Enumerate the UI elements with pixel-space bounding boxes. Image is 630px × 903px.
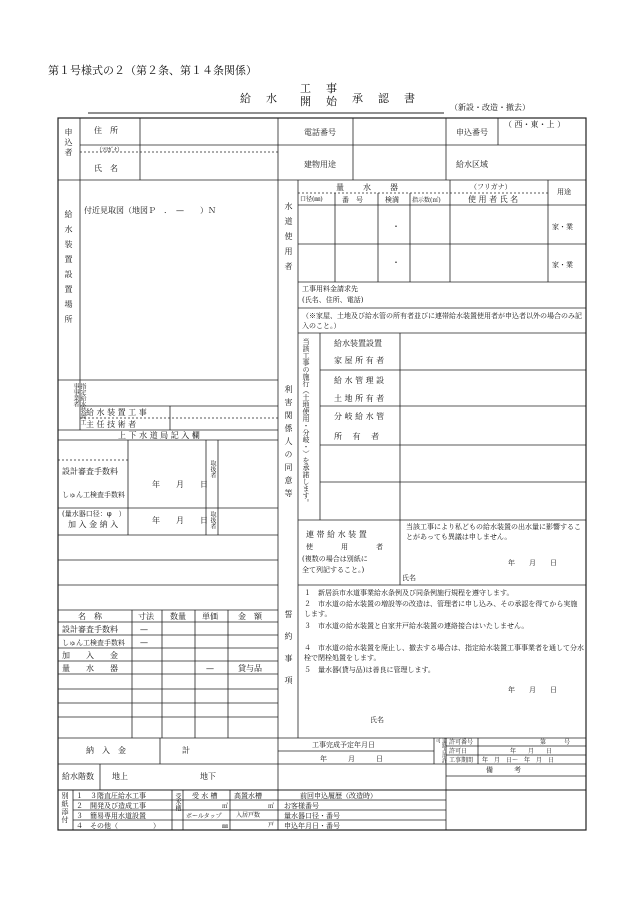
above-ground-label: 地上 [112, 772, 128, 781]
application-date-label: 申込年月日・番号 [284, 822, 340, 830]
district-choice: （ 西・東・上 ） [504, 120, 566, 129]
history-label: 前回申込履歴（改造時） [300, 792, 377, 800]
handler-label-2: 取扱者 [209, 511, 216, 529]
land-owner-2: 土 地 所 有 者 [334, 394, 385, 403]
completion-label: 工事完成予定年月日 [312, 741, 375, 749]
unit-mm: ㎜ [222, 823, 229, 830]
pledge-date: 年 月 日 [508, 686, 557, 694]
customer-number-label: お客様番号 [284, 802, 319, 810]
dot-1: ・ [392, 222, 400, 231]
remarks-label: 備 考 [486, 766, 521, 774]
meter-size-label: (量水器口径：φ ） [62, 510, 126, 518]
user-name-label: 使 用 者 氏 名 [468, 195, 519, 204]
fee-row-name: 設計審査手数料 [62, 625, 118, 634]
engineer-label-2: 主 任 技 術 者 [86, 420, 137, 429]
joint-user-4: 全て列記すること。) [302, 566, 365, 574]
office-date-1: 年 月 日 [152, 480, 208, 489]
pledge-item-3: ３ 市水道の給水装置と自家井戸給水装置の連絡接合はいたしません。 [304, 622, 529, 630]
title-suffix: 承 認 書 [352, 92, 417, 105]
consent-side-text: 当該工事の施行（土地使用・分岐・）を承諾します。 [302, 338, 310, 506]
reading-label: 指示数(㎥) [412, 197, 441, 204]
unit-m3: ㎥ [268, 803, 275, 810]
title-prefix: 給 水 [240, 92, 279, 105]
fee-col-name: 名 称 [78, 612, 102, 621]
joint-user-1: 連 帯 給 水 装 置 [306, 530, 367, 539]
consent-name: 氏名 [402, 574, 416, 582]
title-top: 工 事 [300, 82, 339, 95]
fee-col-price: 単価 [202, 612, 218, 621]
handler-label-1: 取扱者 [209, 460, 216, 478]
pledge-item-2: ２ 市水道の給水装置の増設等の改造は、管理者に申し込み、その承認を得てから実施します。 [304, 600, 578, 618]
supply-area-label: 給水区域 [456, 160, 488, 169]
dot-2: ・ [392, 258, 400, 267]
meter-header: 量 水 器 [336, 183, 399, 192]
attachment-item-3: ３ 簡易専用水道設置 [76, 812, 146, 820]
form-number: 第１号様式の２（第２条、第１４条関係） [48, 64, 257, 77]
billing-label-1: 工事用料金請求先 [302, 285, 358, 293]
meter-number-label: 量水器口径・番号 [284, 812, 340, 820]
house-owner-1: 給水装置設置 [334, 339, 382, 348]
address-label: 住 所 [94, 126, 118, 135]
joint-user-2: 使 用 者 [306, 543, 383, 551]
contractor-label: 指定給水装置工事事業者 [72, 383, 86, 425]
receiving-tank-label: 受 水 槽 [192, 792, 218, 800]
attachment-item-4: ４ その他（ ） [76, 822, 160, 830]
water-user-label: 水道使用者 [284, 202, 293, 277]
map-reference: 付近見取図（地図Ｐ ． — ）Ｎ [84, 206, 216, 215]
diameter-label: 口径(㎜) [300, 196, 323, 203]
below-ground-label: 地下 [200, 772, 216, 781]
furigana-label: （ﾌﾘｶﾞﾅ） [96, 147, 124, 154]
inspect-fee-label: しゅん工検査手数料 [62, 491, 125, 499]
pledge-label: 誓約事項 [284, 610, 293, 698]
design-fee-label: 設計審査手数料 [62, 467, 118, 476]
attachment-label: 別紙添付 [61, 792, 69, 824]
pledge-item-1: １ 新居浜市水道事業給水条例及び同条例施行規程を遵守します。 [304, 589, 514, 597]
unit-ko: 戸 [268, 822, 275, 829]
completion-date: 年 月 日 [320, 755, 383, 763]
fee-col-qty: 数量 [170, 612, 186, 621]
floors-label: 給水階数 [62, 772, 94, 781]
fee-col-size: 寸法 [138, 612, 154, 621]
pledge-item-5: ５ 量水器(貸与品)は善良に管理します。 [304, 666, 435, 674]
consent-label: 利害関係人の同意等 [284, 385, 293, 502]
land-owner-1: 給 水 管 理 設 [334, 376, 385, 385]
pledge-name: 氏名 [370, 716, 384, 724]
fee-row-price: — [206, 664, 214, 673]
office-header: 上 下 水 道 局 記 入 欄 [118, 431, 200, 440]
fee-row-name: 加 入 金 [62, 651, 118, 660]
house-owner-2: 家 屋 所 有 者 [334, 356, 385, 365]
fee-row-size: — [140, 638, 148, 647]
meter-number-label: 番 号 [342, 196, 363, 204]
permit-side-label: 道路占用許可 [435, 738, 447, 763]
fee-row-name: 量 水 器 [62, 664, 118, 673]
permit-number-label: 許可番号 [449, 739, 474, 746]
permit-number-value: 第 号 [540, 739, 571, 746]
payment-label: 納 入 金 [86, 746, 126, 755]
billing-label-2: (氏名、住所、電話) [302, 296, 364, 304]
name-label: 氏 名 [94, 164, 118, 173]
applicant-label: 申込者 [64, 128, 73, 158]
office-date-2: 年 月 日 [152, 516, 208, 525]
fee-col-amount: 金 額 [238, 612, 262, 621]
ball-tap-label: ボールタップ [186, 813, 222, 820]
total-label: 計 [182, 746, 190, 755]
phone-label: 電話番号 [304, 128, 336, 137]
site-label: 給水装置設置場所 [64, 210, 73, 330]
pledge-item-4: ４ 市水道の給水装置を廃止し、撤去する場合は、指定給水装置工事事業者を通して分水栓で閉栓処置をします。 [304, 644, 584, 662]
consent-date: 年 月 日 [508, 559, 557, 567]
home-business-2: 家・業 [552, 261, 573, 269]
application-number-label: 申込番号 [456, 128, 488, 137]
branch-owner-1: 分 岐 給 水 管 [334, 412, 385, 421]
use-label: 用途 [557, 188, 571, 196]
tank-label: 受水槽 [174, 793, 181, 811]
engineer-label-1: 給 水 装 置 工 事 [86, 408, 147, 417]
joint-statement: 当該工事により私どもの給水装置の出水量に影響することがあっても異議は申しません。 [406, 523, 581, 541]
elevated-tank-label: 高置水槽 [234, 792, 262, 800]
fee-row-amount: 貸与品 [238, 664, 262, 673]
period-label: 工事期間 [449, 757, 474, 764]
join-fee-label: 加 入 金 納 入 [68, 520, 119, 529]
fee-row-name: しゅん工検査手数料 [62, 639, 125, 647]
building-use-label: 建物用途 [304, 160, 336, 169]
permit-date-value: 年 月 日 [510, 748, 553, 755]
user-furigana-label: （フリガナ） [470, 183, 512, 191]
residents-label: 入居戸数 [236, 812, 261, 819]
attachment-item-1: １ ３階直圧給水工事 [76, 792, 146, 800]
consent-note: （※家屋、土地及び給水管の所有者並びに連帯給水装置使用者が申込者以外の場合のみ記入のこと。） [302, 312, 582, 330]
title-bottom: 開 始 [300, 95, 339, 108]
unit-m3: ㎥ [222, 803, 229, 810]
branch-owner-2: 所 有 者 [334, 432, 380, 441]
home-business-1: 家・業 [552, 223, 573, 231]
permit-date-label: 許可日 [449, 748, 468, 755]
fee-row-size: — [140, 625, 148, 634]
work-type: （新設・改造・撤去） [450, 103, 530, 112]
joint-user-3: (複数の場合は別紙に [302, 555, 368, 563]
attachment-item-2: ２ 開発及び造成工事 [76, 802, 146, 810]
inspection-label: 検満 [385, 196, 399, 204]
period-value: 年 月 日～ 年 月 日 [482, 757, 555, 764]
